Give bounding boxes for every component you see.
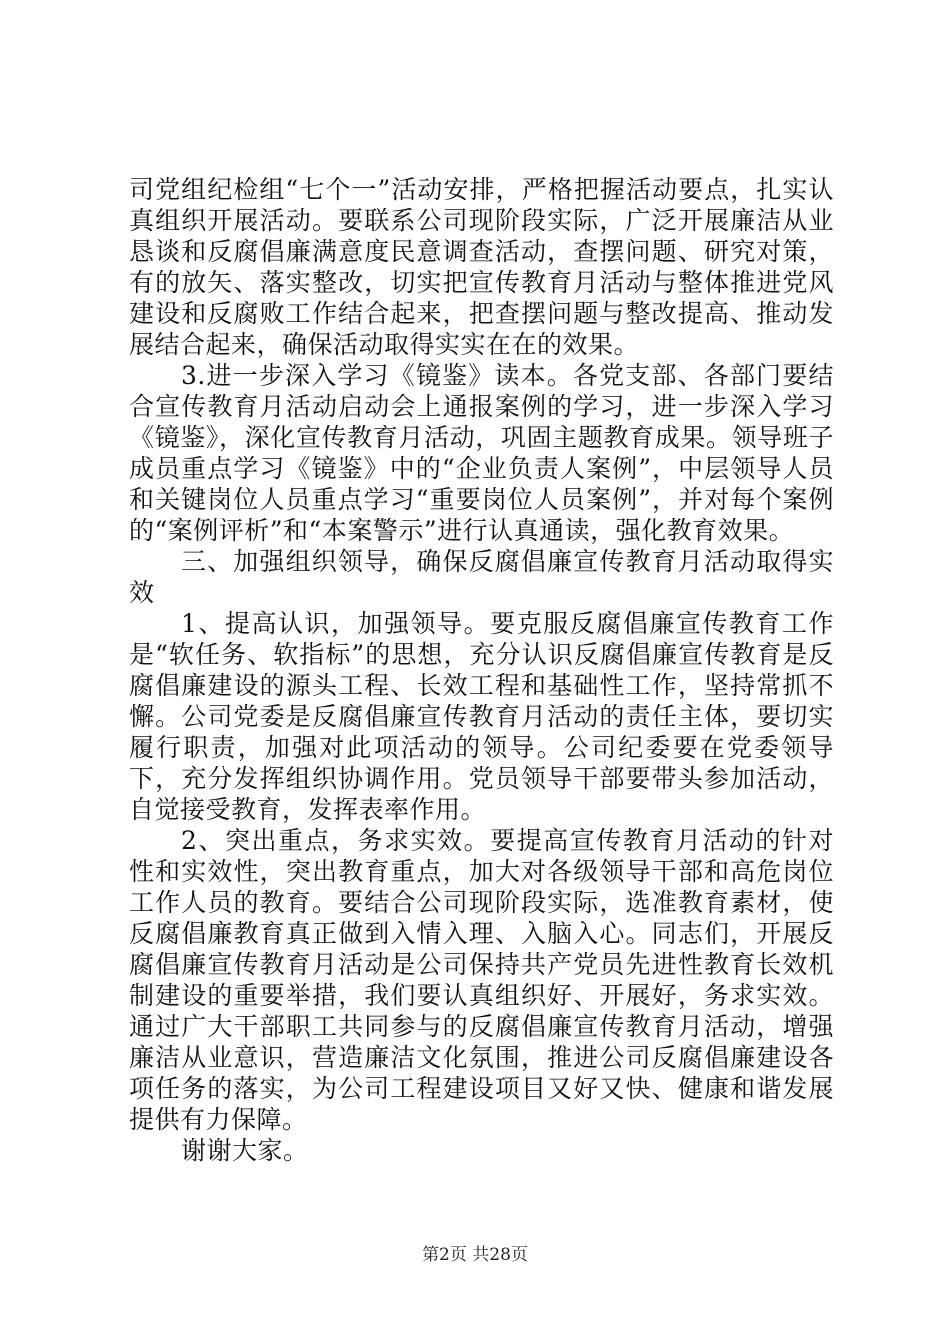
page-number-footer: 第2页 共28页 [422, 1245, 528, 1265]
paragraph-raise-awareness: 1、提高认识，加强领导。要克服反腐倡廉宣传教育工作是“软任务、软指标”的思想，充分认识反腐倡廉宣传教育是反腐倡廉建设的源头工程、长效工程和基础性工作，坚持常抓不懈。公司党委是反腐倡廉宣传教育月活动的责任主体，要切实履行职责，加强对此项活动的领导。公司纪委要在党委领导下，充分发挥组织协调作用。党员领导干部要带头参加活动，自觉接受教育，发挥表率作用。 [129, 609, 834, 824]
paragraph-study-jingjian: 3.进一步深入学习《镜鉴》读本。各党支部、各部门要结合宣传教育月活动启动会上通报案例的学习，进一步深入学习《镜鉴》，深化宣传教育月活动，巩固主题教育成果。领导班子成员重点学习《镜鉴》中的“企业负责人案例”，中层领导人员和关键岗位人员重点学习“重要岗位人员案例”，并对每个案例的“案例评析”和“本案警示”进行认真通读，强化教育效果。 [129, 361, 834, 545]
document-body [129, 174, 834, 1166]
section-heading-three: 三、加强组织领导，确保反腐倡廉宣传教育月活动取得实效 [129, 547, 834, 607]
paragraph-continuation: 司党组纪检组“七个一”活动安排，严格把握活动要点，扎实认真组织开展活动。要联系公司现阶段实际，广泛开展廉洁从业恳谈和反腐倡廉满意度民意调查活动，查摆问题、研究对策，有的放矢、落实整改，切实把宣传教育月活动与整体推进党风建设和反腐败工作结合起来，把查摆问题与整改提高、推动发展结合起来，确保活动取得实实在在的效果。 [129, 175, 834, 359]
paragraph-thanks: 谢谢大家。 [181, 1136, 309, 1165]
paragraph-focus-results: 2、突出重点，务求实效。要提高宣传教育月活动的针对性和实效性，突出教育重点，加大对各级领导干部和高危岗位工作人员的教育。要结合公司现阶段实际，选准教育素材，使反腐倡廉教育真正做到入情入理、入脑入心。同志们，开展反腐倡廉宣传教育月活动是公司保持共产党员先进性教育长效机制建设的重要举措，我们要认真组织好、开展好，务求实效。通过广大干部职工共同参与的反腐倡廉宣传教育月活动，增强廉洁从业意识，营造廉洁文化氛围，推进公司反腐倡廉建设各项任务的落实，为公司工程建设项目又好又快、健康和谐发展提供有力保障。 [129, 826, 834, 1134]
